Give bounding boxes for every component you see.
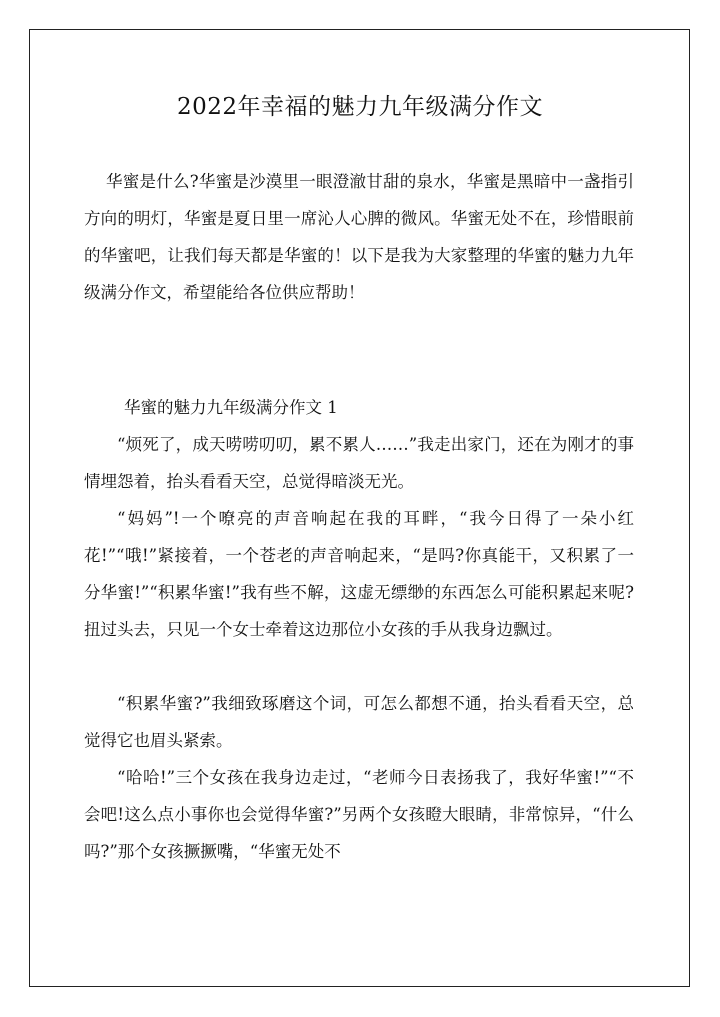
document-title: 2022年幸福的魅力九年级满分作文 <box>176 94 544 120</box>
body-paragraph-3: “积累华蜜?”我细致琢磨这个词，可怎么都想不通，抬头看看天空，总觉得它也眉头紧索。 <box>84 694 634 750</box>
section-heading: 华蜜的魅力九年级满分作文 1 <box>124 398 338 417</box>
intro-paragraph: 华蜜是什么?华蜜是沙漠里一眼澄澈甘甜的泉水，华蜜是黑暗中一盏指引方向的明灯，华蜜是夏日里一席沁人心脾的微风。华蜜无处不在，珍惜眼前的华蜜吧，让我们每天都是华蜜的！以下是我为大家整理的华蜜的魅力九年级满分作文，希望能给各位供应帮助！ <box>84 172 634 302</box>
body-paragraph-1: “烦死了，成天唠唠叨叨，累不累人……”我走出家门，还在为刚才的事情埋怨着，抬头看看天空，总觉得暗淡无光。 <box>84 435 634 491</box>
body-paragraph-2: “妈妈”!一个嘹亮的声音响起在我的耳畔，“我今日得了一朵小红花!”“哦!”紧接着，一个苍老的声音响起来，“是吗?你真能干，又积累了一分华蜜!”“积累华蜜!”我有些不解，这虚无缥缈的东西怎么可能积累起来呢?扭过头去，只见一个女士牵着这边那位小女孩的手从我身边飘过。 <box>84 509 634 639</box>
body-paragraph-4: “哈哈!”三个女孩在我身边走过，“老师今日表扬我了，我好华蜜!”“不会吧!这么点小事你也会觉得华蜜?”另两个女孩瞪大眼睛，非常惊异，“什么吗?”那个女孩撅撅嘴，“华蜜无处不 <box>84 768 634 861</box>
